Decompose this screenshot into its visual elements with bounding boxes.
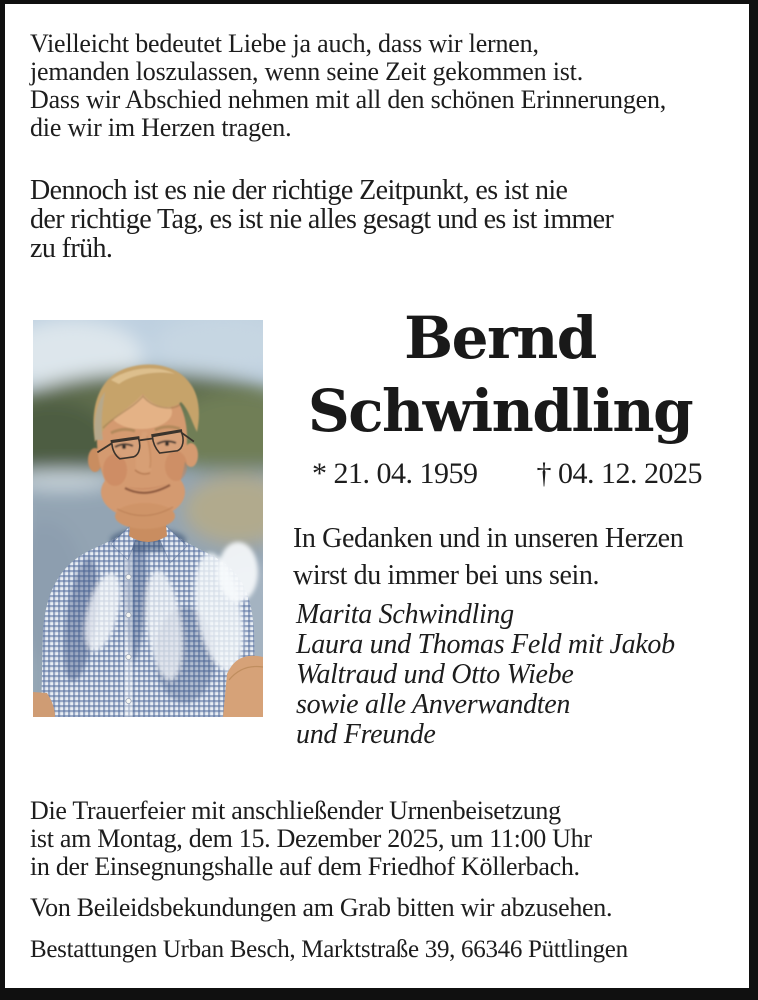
portrait-photo (33, 320, 263, 717)
funeral-home-line (30, 936, 628, 963)
tribute-text (293, 520, 683, 594)
mourner-line: Laura und Thomas Feld mit Jakob (296, 629, 675, 660)
funeral-details (30, 797, 592, 881)
second-verse (30, 176, 613, 263)
death-date (537, 457, 703, 491)
condolence-line: Von Beileidsbekundungen am Grab bitten wir abzusehen. (30, 893, 613, 922)
deceased-first-name: Bernd (404, 304, 596, 372)
death-date-value: 04. 12. 2025 (558, 457, 702, 490)
verse-line: jemanden loszulassen, wenn seine Zeit gekommen ist. (30, 57, 583, 86)
life-dates (312, 457, 702, 491)
mourner-line: Marita Schwindling (296, 599, 514, 630)
birth-date (312, 457, 478, 491)
mourners-list (296, 600, 675, 750)
deceased-name (285, 302, 715, 448)
mourner-line: und Freunde (296, 719, 436, 750)
verse-line: zu früh. (30, 233, 113, 264)
tribute-line: wirst du immer bei uns sein. (293, 560, 600, 591)
deceased-last-name: Schwindling (307, 377, 693, 445)
tribute-line: In Gedanken und in unseren Herzen (293, 523, 684, 554)
verse-line: Vielleicht bedeutet Liebe ja auch, dass wir lernen, (30, 29, 539, 58)
funeral-line: ist am Montag, dem 15. Dezember 2025, um 11:00 Uhr (30, 824, 592, 853)
death-cross-symbol: † (536, 457, 551, 490)
funeral-line: in der Einsegnungshalle auf dem Friedhof Köllerbach. (30, 852, 580, 881)
verse-line: Dass wir Abschied nehmen mit all den schönen Erinnerungen, (30, 85, 667, 114)
birth-date-value: 21. 04. 1959 (333, 457, 478, 490)
verse-line: die wir im Herzen tragen. (30, 113, 292, 142)
notice-paper (5, 4, 749, 988)
verse-line: Dennoch ist es nie der richtige Zeitpunkt, es ist nie (30, 175, 568, 206)
mourner-line: Waltraud und Otto Wiebe (296, 659, 574, 690)
deceased-section (285, 300, 715, 760)
funeral-line: Die Trauerfeier mit anschließender Urnenbeisetzung (30, 796, 561, 825)
mourner-line: sowie alle Anverwandten (296, 689, 571, 720)
portrait-photo-illustration (33, 320, 263, 717)
funeral-home-text: Bestattungen Urban Besch, Marktstraße 39, 66346 Püttlingen (30, 936, 628, 963)
born-asterisk-symbol: * (312, 457, 327, 490)
verse-line: der richtige Tag, es ist nie alles gesagt und es ist immer (30, 204, 614, 235)
opening-verse (30, 30, 666, 142)
condolence-note (30, 894, 612, 922)
